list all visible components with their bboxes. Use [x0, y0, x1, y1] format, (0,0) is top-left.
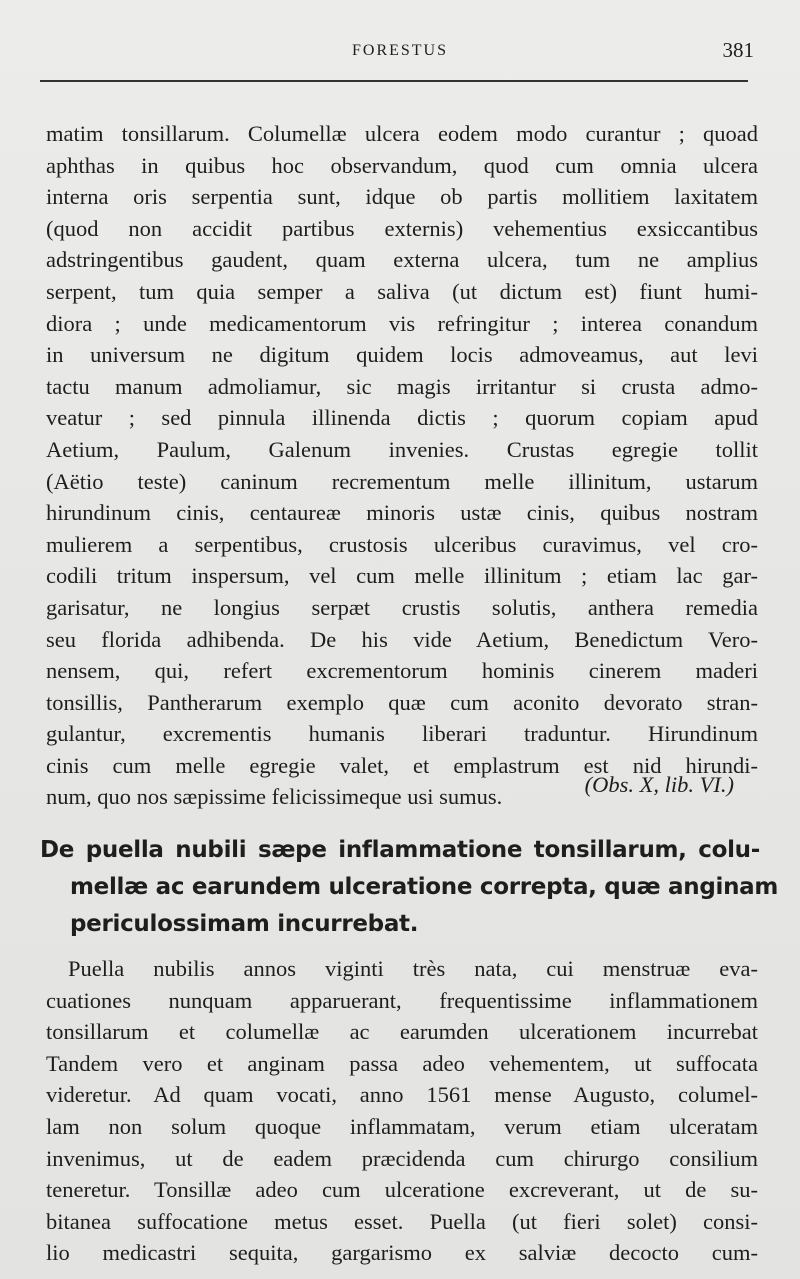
text-line: veatur ; sed pinnula illinenda dictis ; quorum copiam apud — [46, 405, 758, 431]
text-line: Aetium, Paulum, Galenum invenies. Crustas egregie tollit — [46, 436, 758, 462]
text-line: invenimus, ut de eadem præcidenda cum chirurgo consilium — [46, 1145, 758, 1171]
text-line: in universum ne digitum quidem locis admoveamus, aut levi — [46, 342, 758, 368]
text-line: seu florida adhibenda. De his vide Aetium, Benedictum Vero- — [46, 626, 758, 652]
text-line: codili tritum inspersum, vel cum melle illinitum ; etiam lac gar- — [46, 563, 758, 589]
text-line: interna oris serpentia sunt, idque ob partis mollitiem laxitatem — [46, 184, 758, 210]
citation: (Obs. X, lib. VI.) — [584, 772, 734, 797]
text-line: aphthas in quibus hoc observandum, quod cum omnia ulcera — [46, 152, 758, 178]
section-heading — [40, 832, 779, 943]
text-line: tonsillarum et columellæ ac earumden ulcerationem incurrebat — [46, 1019, 758, 1045]
text-line: gulantur, excrementis humanis liberari traduntur. Hirundinum — [46, 721, 758, 747]
text-line: num, quo nos sæpissime felicissimeque usi sumus. — [46, 784, 503, 810]
text-line: cuationes nunquam apparuerant, frequentissime inflammationem — [46, 987, 758, 1013]
case-paragraph — [46, 953, 758, 1269]
text-line: lio medicastri sequita, gargarismo ex salviæ decocto cum- — [46, 1240, 758, 1266]
text-line: adstringentibus gaudent, quam externa ulcera, tum ne amplius — [46, 247, 758, 273]
text-line: teneretur. Tonsillæ adeo cum ulceratione excreverant, ut de su- — [46, 1177, 758, 1203]
running-title: FORESTUS — [351, 42, 449, 59]
heading-line: mellæ ac earundem ulceratione correpta, quæ anginam — [70, 874, 779, 900]
text-line: bitanea suffocatione metus esset. Puella (ut fieri solet) consi- — [46, 1208, 758, 1234]
text-line: hirundinum cinis, centaureæ minoris ustæ cinis, quibus nostram — [46, 500, 758, 526]
text-line: (quod non accidit partibus externis) vehementius exsiccantibus — [46, 215, 758, 241]
text-line: serpent, tum quia semper a saliva (ut dictum est) fiunt humi- — [46, 278, 758, 304]
text-line: garisatur, ne longius serpæt crustis solutis, anthera remedia — [46, 594, 758, 620]
running-head — [46, 38, 754, 66]
text-line: diora ; unde medicamentorum vis refringitur ; interea conandum — [46, 310, 758, 336]
heading-line: periculossimam incurrebat. — [70, 911, 419, 937]
header-rule — [40, 80, 748, 82]
text-line: nensem, qui, refert excrementorum hominis cinerem maderi — [46, 658, 758, 684]
text-line: Puella nubilis annos viginti très nata, cui menstruæ eva- — [68, 956, 758, 981]
text-line: videretur. Ad quam vocati, anno 1561 mense Augusto, columel- — [46, 1082, 758, 1108]
text-line: lam non solum quoque inflammatam, verum etiam ulceratam — [46, 1113, 758, 1139]
text-line: matim tonsillarum. Columellæ ulcera eodem modo curantur ; quoad — [46, 121, 758, 146]
text-line: (Aëtio teste) caninum recrementum melle illinitum, ustarum — [46, 468, 758, 494]
body-paragraph — [46, 118, 758, 813]
heading-line: De puella nubili sæpe inflammatione tonsillarum, colu- — [40, 837, 760, 863]
text-line: mulierem a serpentibus, crustosis ulceribus curavimus, vel cro- — [46, 531, 758, 557]
text-line: tactu manum admoliamur, sic magis irritantur si crusta admo- — [46, 373, 758, 399]
page-number: 381 — [722, 38, 754, 62]
text-line: Tandem vero et anginam passa adeo vehementem, ut suffocata — [46, 1050, 758, 1076]
text-line: cinis cum melle egregie valet, et emplastrum est nid hirundi- — [46, 752, 758, 778]
text-line: tonsillis, Pantherarum exemplo quæ cum aconito devorato stran- — [46, 689, 758, 715]
